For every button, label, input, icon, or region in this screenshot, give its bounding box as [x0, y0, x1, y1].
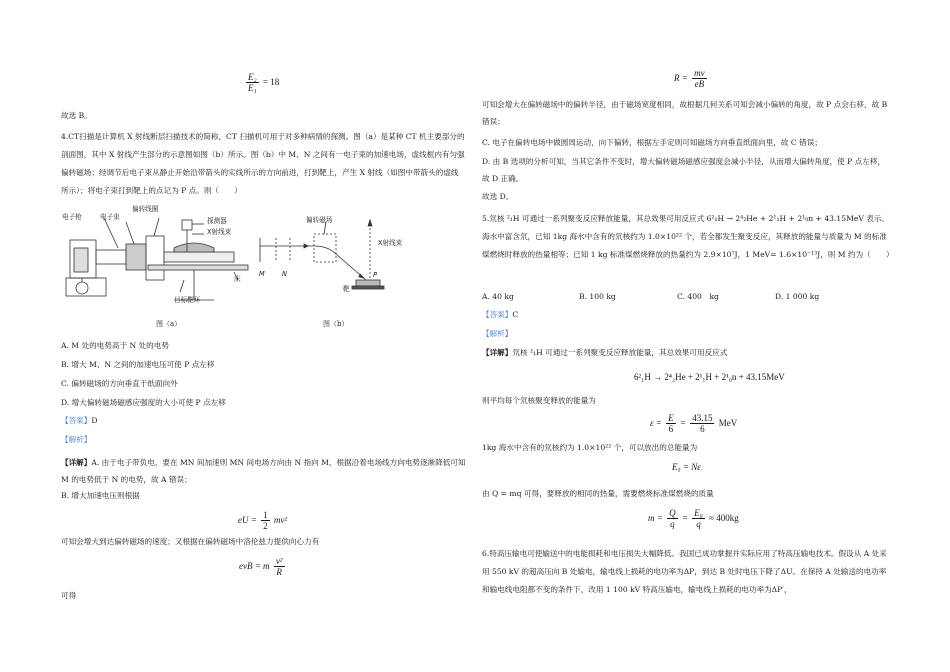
q4-option-d: D. 增大偏转磁场磁感应强度的大小可使 P 点左移	[61, 398, 226, 407]
label-deflection-field: 偏转磁场	[306, 216, 333, 224]
keyi-text: 可得	[61, 591, 77, 600]
choose-b-text: 故选 B。	[61, 111, 92, 120]
label-p: P	[373, 271, 377, 279]
detail-tag: 【详解】	[482, 348, 513, 357]
q5-option-b: B. 100 kg	[579, 292, 616, 301]
q4-option-a: A. M 处的电势高于 N 处的电势	[61, 341, 169, 350]
q5-option-d: D. 1 000 kg	[775, 292, 820, 301]
label-target-ring: 目标靶环	[174, 296, 201, 304]
equation-energy-ratio: $\frac{\text{E₂}}{\text{E₁}}$ = 18	[248, 72, 280, 94]
figure-b-caption: 图（b）	[323, 320, 349, 328]
choose-d-text: 故选 D。	[482, 192, 514, 201]
answer-tag: 【答案】	[61, 416, 92, 425]
label-target: 靶	[343, 285, 350, 293]
q4-detail-b2: 可知会增大到达偏转磁场的速度；又根据在偏转磁场中洛伦兹力提供向心力有	[61, 537, 320, 546]
figure-a-ct-machine	[64, 210, 279, 305]
q5-detail-1	[482, 348, 727, 357]
label-n: N	[282, 270, 287, 278]
equation-e0: E₀ = Nε	[672, 462, 701, 472]
q4-analysis-tag: 【解析】	[61, 435, 92, 444]
q4-option-c: C. 偏转磁场的方向垂直于纸面向外	[61, 379, 178, 388]
q5-answer	[482, 310, 518, 319]
label-xray-beam-b: X射线束	[378, 239, 403, 247]
q4-right-2: C. 电子在偏转电场中做圆周运动，向下偏转，根据左手定则可知磁场方向垂直纸面向里，故 C 错误；	[482, 138, 822, 147]
q5-detail-4: 由 Q = mq 可得，要释放的相同的热量，需要燃烧标准煤燃烧的质量	[482, 489, 714, 498]
question-4-text: 4.CT扫描是计算机 X 射线断层扫描技术的简称，CT 扫描机可用于对多种病情的探测。图（a）是某种 CT 机主要部分的剖面图，其中 X 射线产生部分的示意图如图（b）所示。图（b）中 M、N 之间有一电子束的加速电场，虚线框内有匀强偏转磁场；经调节后电子束从静止开始沿带箭头的实线所示的方向前进，打到靶上，产生 X 射线（如图中带箭头的虚线所示）；将电子束打到靶上的点记为 P 点。则（ ）	[61, 132, 465, 195]
answer-value: C	[512, 310, 519, 319]
q4-answer	[61, 416, 97, 425]
q4-right-3: D. 由 B 选项的分析可知，当其它条件不变时，增大偏转磁场磁感应强度会减小半径，从而增大偏转角度，使 P 点左移，故 D 正确。	[482, 157, 886, 183]
detail-a-text: A. 由于电子带负电，要在 MN 间加速则 MN 间电场方向由 N 指向 M，根据沿着电场线方向电势逐渐降低可知 M 的电势低于 N 的电势，故 A 错误；	[61, 458, 466, 484]
equation-evb: evB = m $\frac{\text{v²}}{R}$	[239, 556, 283, 578]
equation-eu: eU = $\frac{1}{2}$ mv²	[238, 510, 288, 532]
label-m: M	[259, 270, 265, 278]
equation-fusion-reaction: 6²₁H → 2⁴₂He + 2¹₁H + 2¹₀n + 43.15MeV	[634, 372, 785, 382]
question-6-text: 6.特高压输电可使输送中的电能损耗和电压损失大幅降低。我国已成功掌握并实际应用了特高压输电技术。假设从 A 处采用 550 kV 的超高压向 B 处输电，输电线上损耗的电功率为ΔP，到达 B 处时电压下降了ΔU。在保持 A 处输送的电功率和输电线电阻都不变的条件下，改用 1 100 kV 特高压输电，输电线上损耗的电功率为ΔP′，	[482, 549, 887, 594]
detail-1-text: 氘核 ²₁H 可通过一系列聚变反应释放能量，其总效果可用反应式	[512, 348, 728, 357]
q4-detail-a	[61, 454, 466, 488]
q5-analysis-tag: 【解析】	[482, 329, 513, 338]
q4-detail-b: B. 增大加速电压则根据	[61, 491, 140, 500]
figure-a-caption: 图（a）	[156, 320, 182, 328]
equation-radius: R = $\frac{mv}{eB}$	[674, 68, 705, 90]
equation-epsilon: ε = $\frac{E}{6}$ = $\frac{43.15}{6}$ MeV	[650, 413, 738, 435]
q5-option-a: A. 40 kg	[482, 292, 514, 301]
equation-mass: m = $\frac{Q}{q}$ = $\frac{\text{E₀}}{q}$ ≈ 400kg	[648, 508, 739, 530]
label-electron-gun: 电子枪	[62, 213, 82, 221]
answer-value: D	[91, 416, 98, 425]
label-xray-beam: X射线束	[207, 228, 232, 236]
figure-b-deflection-schematic	[256, 210, 406, 305]
question-5-text: 5.氘核 ²₁H 可通过一系列聚变反应释放能量，其总效果可用反应式 6²₁H → 2⁴₂He + 2¹₁H + 2¹₀n + 43.15MeV 表示。海水中富含氘，已知 1kg 海水中含有的氘核约为 1.0×10²² 个，若全都发生聚变反应，其释放的能量与质量为 M 的标准煤燃烧时释放的热量相等；已知 1 kg 标准煤燃烧释放的热量约为 2.9×10⁷J，1 MeV= 1.6×10⁻¹³J，则 M 约为（ ）	[482, 214, 894, 259]
label-electron-beam: 电子束	[100, 213, 120, 221]
label-deflection-coil: 偏转线圈	[132, 205, 159, 213]
label-bed: 床	[234, 275, 241, 283]
q4-option-b: B. 增大 M、N 之间的加速电压可使 P 点左移	[61, 360, 215, 369]
answer-tag: 【答案】	[482, 310, 513, 319]
detail-tag: 【详解】	[61, 458, 92, 467]
q5-option-c: C. 400 kg	[677, 292, 719, 301]
q5-detail-2: 则平均每个氘核聚变释放的能量为	[482, 396, 596, 405]
q5-detail-3: 1kg 海水中含有的氘核约为 1.0×10²² 个，可以放出的总能量为	[482, 443, 698, 452]
label-detector: 探测器	[207, 217, 227, 225]
q4-right-1: 可知会增大在偏转磁场中的偏转半径，由于磁场宽度相同，故根据几何关系可知会减小偏转的角度，故 P 点会右移，故 B 错误；	[482, 100, 888, 126]
